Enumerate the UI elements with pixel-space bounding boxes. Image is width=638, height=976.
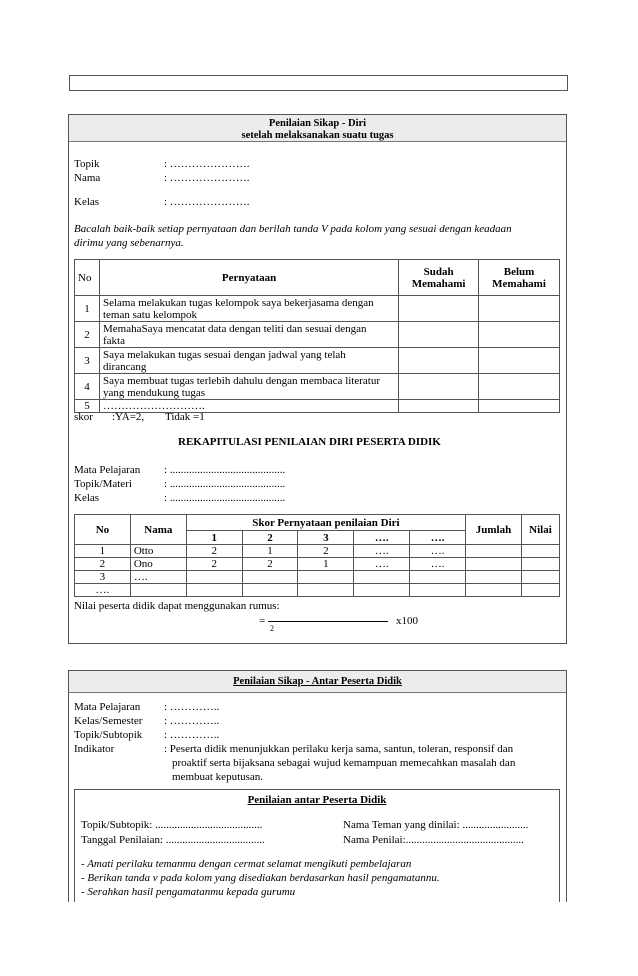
rekap-score — [242, 571, 298, 584]
statement-line-1: Saya membuat tugas terlebih dahulu dengan membaca literatur — [102, 374, 381, 387]
rekap-score: …. — [354, 558, 410, 571]
rekap-score: 1 — [298, 558, 354, 571]
rekap-score — [410, 571, 466, 584]
statement-line-2: fakta — [102, 334, 125, 347]
self-assessment-title: Penilaian Sikap - Diri — [268, 118, 367, 129]
row-belum-cell[interactable] — [479, 374, 560, 400]
formula-x100: x100 — [396, 615, 418, 627]
row-belum-cell[interactable] — [479, 296, 560, 322]
peer-indikator-label: Indikator — [74, 743, 115, 755]
statements-table — [74, 259, 560, 413]
table-row — [75, 374, 560, 400]
rekap-header-no: No — [75, 515, 131, 545]
table-row — [75, 400, 560, 413]
row-no: 4 — [75, 374, 100, 400]
peer-kelas-label: Kelas/Semester — [74, 715, 143, 727]
statement-line-1: MemahaSaya mencatat data dengan teliti dan sesuai dengan — [102, 322, 367, 335]
self-assessment-subtitle: setelah melaksanakan suatu tugas — [241, 130, 394, 141]
rekap-no: 1 — [75, 545, 131, 558]
field-topik-label: Topik — [74, 158, 100, 170]
rekap-header-nama: Nama — [130, 515, 186, 545]
table-row — [75, 584, 560, 597]
row-statement — [99, 296, 398, 322]
peer-kelas-value: : ………….. — [164, 715, 220, 727]
peer-instruction-2: - Berikan tanda v pada kolom yang disediakan berdasarkan hasil pengamatannu. — [81, 872, 440, 884]
row-sudah-cell[interactable] — [399, 348, 479, 374]
rekap-nama: …. — [130, 571, 186, 584]
rekap-nilai — [521, 545, 559, 558]
row-no: 3 — [75, 348, 100, 374]
rekap-kelas-value: : .......................................... — [164, 492, 286, 504]
rekap-mapel-label: Mata Pelajaran — [74, 464, 141, 476]
rekap-score — [186, 571, 242, 584]
rekap-score: 2 — [242, 558, 298, 571]
rekap-score: 2 — [186, 545, 242, 558]
rekap-no: …. — [75, 584, 131, 597]
skor-label: skor — [74, 411, 93, 423]
row-sudah-cell[interactable] — [399, 374, 479, 400]
rekap-header-jumlah: Jumlah — [466, 515, 522, 545]
col-header-belum-line2: Memahami — [492, 277, 546, 290]
row-belum-cell[interactable] — [479, 348, 560, 374]
row-sudah-cell[interactable] — [399, 400, 479, 413]
rekap-subheader: 3 — [298, 531, 354, 545]
instruction-line-2: dirimu yang sebenarnya. — [74, 237, 184, 249]
table-row — [75, 545, 560, 558]
rekap-nilai — [521, 571, 559, 584]
peer-instruction-3: - Serahkan hasil pengamatanmu kepada gurumu — [81, 886, 296, 898]
nama-penilai-line: Nama Penilai:........................................... — [343, 834, 524, 846]
formula-equals: = — [259, 615, 266, 627]
table-row — [75, 571, 560, 584]
rekap-score — [186, 584, 242, 597]
rekap-score: 2 — [186, 558, 242, 571]
rekap-nama: Ono — [130, 558, 186, 571]
rekap-topik-label: Topik/Materi — [74, 478, 132, 490]
rekap-score: 2 — [298, 545, 354, 558]
rekap-score — [298, 571, 354, 584]
tanggal-penilaian-line: Tanggal Penilaian: .................................... — [81, 834, 265, 846]
rekap-mapel-value: : .......................................... — [164, 464, 286, 476]
nama-teman-line: Nama Teman yang dinilai: ........................ — [343, 819, 529, 831]
topik-subtopik-line: Topik/Subtopik: ....................................... — [81, 819, 263, 831]
formula-fraction-line — [268, 621, 388, 622]
peer-mapel-label: Mata Pelajaran — [74, 701, 141, 713]
rekap-topik-value: : .......................................... — [164, 478, 286, 490]
rekap-nama: Otto — [130, 545, 186, 558]
row-belum-cell[interactable] — [479, 322, 560, 348]
table-row — [75, 558, 560, 571]
statement-line-2: dirancang — [102, 360, 147, 373]
rekap-subheader: 1 — [186, 531, 242, 545]
row-belum-cell[interactable] — [479, 400, 560, 413]
col-header-sudah-line2: Memahami — [411, 277, 466, 290]
rekap-score — [354, 584, 410, 597]
row-statement: ………………………. — [99, 400, 398, 413]
row-no: 5 — [75, 400, 100, 413]
rekap-jumlah — [466, 545, 522, 558]
rekap-score — [298, 584, 354, 597]
rekap-no: 2 — [75, 558, 131, 571]
row-sudah-cell[interactable] — [399, 322, 479, 348]
peer-inner-title: Penilaian antar Peserta Didik — [247, 794, 387, 806]
col-header-belum — [479, 260, 560, 296]
rekap-subheader: 2 — [242, 531, 298, 545]
row-statement — [99, 322, 398, 348]
peer-indikator-line-2: proaktif serta bijaksana sebagai wujud kemampuan memecahkan masalah dan — [172, 757, 516, 769]
rekap-table — [74, 514, 560, 597]
rekap-nilai — [521, 584, 559, 597]
skor-ya: :YA=2, — [112, 411, 145, 423]
row-statement — [99, 374, 398, 400]
peer-topik-value: : ………….. — [164, 729, 220, 741]
statement-line-2: teman satu kelompok — [102, 308, 198, 321]
nilai-text: Nilai peserta didik dapat menggunakan rumus: — [74, 600, 280, 612]
row-no: 2 — [75, 322, 100, 348]
rekap-score — [242, 584, 298, 597]
peer-indikator-line-3: membuat keputusan. — [172, 771, 264, 783]
col-header-pernyataan: Pernyataan — [99, 260, 398, 296]
rekap-header-skor: Skor Pernyataan penilaian Diri — [186, 515, 465, 531]
peer-mapel-value: : ………….. — [164, 701, 220, 713]
row-sudah-cell[interactable] — [399, 296, 479, 322]
row-no: 1 — [75, 296, 100, 322]
rekap-jumlah — [466, 558, 522, 571]
row-statement — [99, 348, 398, 374]
col-header-no: No — [75, 260, 100, 296]
skor-tidak: Tidak =1 — [165, 411, 205, 423]
statement-line-1: Saya melakukan tugas sesuai dengan jadwal yang telah — [102, 348, 346, 361]
peer-assessment-header — [69, 671, 566, 693]
formula-denominator: 2 — [270, 624, 274, 633]
col-header-sudah — [399, 260, 479, 296]
self-assessment-header — [69, 115, 566, 142]
table-row — [75, 296, 560, 322]
rekap-no: 3 — [75, 571, 131, 584]
rekap-nilai — [521, 558, 559, 571]
peer-instruction-1: - Amati perilaku temanmu dengan cermat selamat mengikuti pembelajaran — [81, 858, 412, 870]
rekap-score: …. — [354, 545, 410, 558]
rekap-score — [410, 584, 466, 597]
peer-topik-label: Topik/Subtopik — [74, 729, 143, 741]
peer-assessment-title: Penilaian Sikap - Antar Peserta Didik — [233, 676, 402, 687]
field-nama-value: : …………………. — [164, 172, 250, 184]
rekap-subheader: …. — [410, 531, 466, 545]
rekap-score: …. — [410, 545, 466, 558]
rekap-score: …. — [410, 558, 466, 571]
rekap-score — [354, 571, 410, 584]
rekap-nama — [130, 584, 186, 597]
instruction-line-1: Bacalah baik-baik setiap pernyataan dan berilah tanda V pada kolom yang sesuai dengan keadaan — [74, 223, 512, 235]
col-header-belum-line1: Belum — [503, 265, 535, 278]
rekap-kelas-label: Kelas — [74, 492, 100, 504]
table-row — [75, 322, 560, 348]
field-nama-label: Nama — [74, 172, 101, 184]
top-empty-bar — [69, 75, 568, 91]
field-kelas-label: Kelas — [74, 196, 100, 208]
rekap-jumlah — [466, 571, 522, 584]
rekap-title: REKAPITULASI PENILAIAN DIRI PESERTA DIDIK — [178, 436, 441, 448]
table-row — [75, 348, 560, 374]
statement-line-1: Selama melakukan tugas kelompok saya bekerjasama dengan — [102, 296, 374, 309]
field-topik-value: : …………………. — [164, 158, 250, 170]
field-kelas-value: : …………………. — [164, 196, 250, 208]
rekap-score: 1 — [242, 545, 298, 558]
rekap-jumlah — [466, 584, 522, 597]
statement-line-2: yang mendukung tugas — [102, 386, 206, 399]
rekap-subheader: …. — [354, 531, 410, 545]
col-header-sudah-line1: Sudah — [423, 265, 454, 278]
rekap-header-nilai: Nilai — [521, 515, 559, 545]
peer-indikator-line-1: : Peserta didik menunjukkan perilaku kerja sama, santun, toleran, responsif dan — [164, 743, 514, 755]
